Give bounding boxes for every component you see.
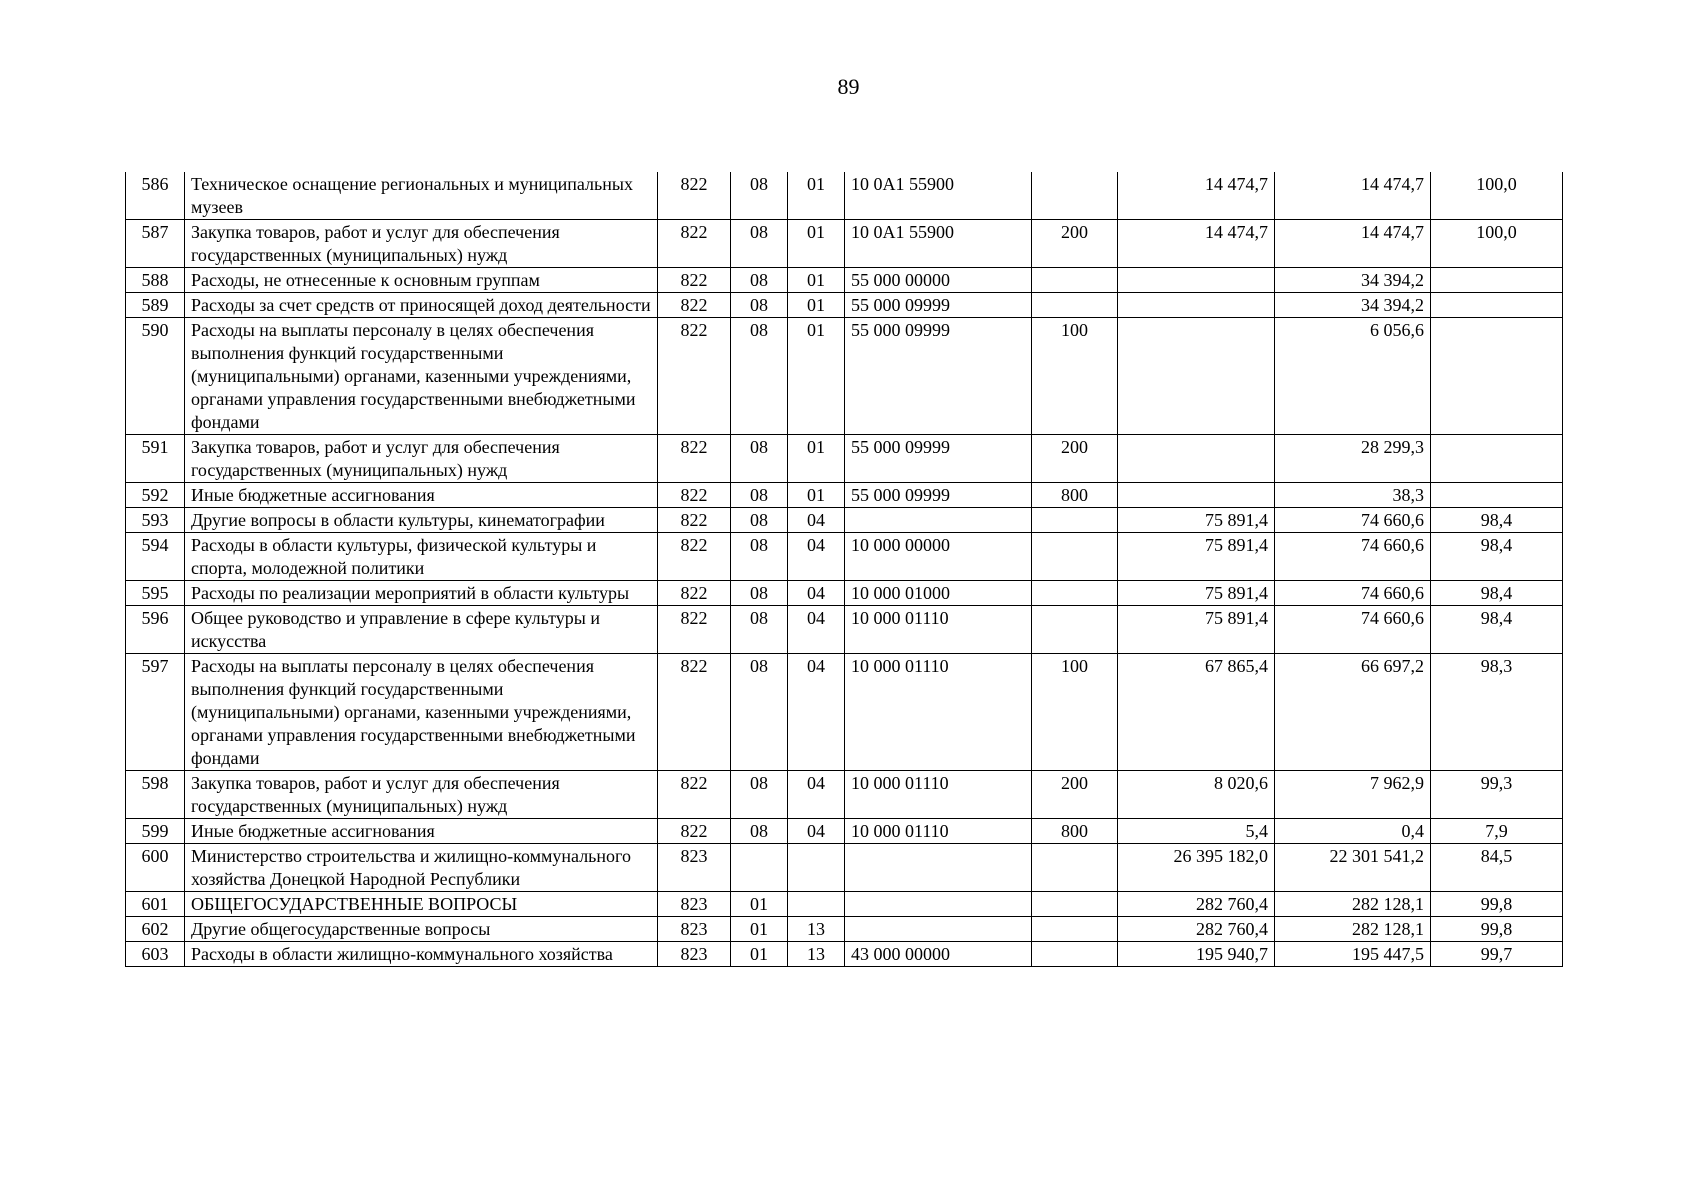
actual-amount-cell: 7 962,9 [1275,771,1431,819]
actual-amount-cell: 38,3 [1275,483,1431,508]
planned-amount-cell [1118,483,1275,508]
table-row [126,318,1563,435]
target-article-code-cell: 55 000 09999 [845,483,1032,508]
subsection-code-cell: 13 [788,917,845,942]
table-row [126,942,1563,967]
expense-name-cell: ОБЩЕГОСУДАРСТВЕННЫЕ ВОПРОСЫ [185,892,658,917]
table-row [126,435,1563,483]
table-row [126,293,1563,318]
target-article-code-cell: 55 000 00000 [845,268,1032,293]
department-code-cell: 822 [658,172,731,220]
planned-amount-cell [1118,293,1275,318]
section-code-cell [731,844,788,892]
department-code-cell: 823 [658,917,731,942]
target-article-code-cell: 10 0А1 55900 [845,172,1032,220]
execution-percent-cell: 99,7 [1431,942,1563,967]
actual-amount-cell: 28 299,3 [1275,435,1431,483]
row-number-cell: 599 [126,819,185,844]
planned-amount-cell: 75 891,4 [1118,606,1275,654]
execution-percent-cell: 98,4 [1431,606,1563,654]
expense-name-cell: Расходы в области жилищно-коммунального хозяйства [185,942,658,967]
expense-type-code-cell [1032,606,1118,654]
planned-amount-cell: 5,4 [1118,819,1275,844]
expense-type-code-cell [1032,917,1118,942]
table-row [126,771,1563,819]
actual-amount-cell: 34 394,2 [1275,268,1431,293]
table-row [126,917,1563,942]
subsection-code-cell [788,892,845,917]
actual-amount-cell: 195 447,5 [1275,942,1431,967]
target-article-code-cell [845,844,1032,892]
subsection-code-cell: 01 [788,268,845,293]
planned-amount-cell: 282 760,4 [1118,892,1275,917]
actual-amount-cell: 282 128,1 [1275,892,1431,917]
table-row [126,268,1563,293]
section-code-cell: 08 [731,533,788,581]
expense-type-code-cell [1032,942,1118,967]
subsection-code-cell: 01 [788,293,845,318]
expense-name-cell: Другие общегосударственные вопросы [185,917,658,942]
expense-type-code-cell: 800 [1032,483,1118,508]
row-number-cell: 586 [126,172,185,220]
subsection-code-cell: 01 [788,435,845,483]
section-code-cell: 08 [731,318,788,435]
section-code-cell: 08 [731,508,788,533]
row-number-cell: 590 [126,318,185,435]
expense-type-code-cell: 200 [1032,220,1118,268]
row-number-cell: 603 [126,942,185,967]
actual-amount-cell: 0,4 [1275,819,1431,844]
expense-name-cell: Закупка товаров, работ и услуг для обеспечения государственных (муниципальных) нужд [185,220,658,268]
actual-amount-cell: 74 660,6 [1275,581,1431,606]
expense-type-code-cell [1032,581,1118,606]
expense-type-code-cell [1032,533,1118,581]
subsection-code-cell [788,844,845,892]
department-code-cell: 822 [658,771,731,819]
expense-type-code-cell: 200 [1032,771,1118,819]
department-code-cell: 822 [658,581,731,606]
subsection-code-cell: 01 [788,318,845,435]
table-row [126,654,1563,771]
expense-type-code-cell [1032,268,1118,293]
actual-amount-cell: 282 128,1 [1275,917,1431,942]
expense-name-cell: Иные бюджетные ассигнования [185,483,658,508]
target-article-code-cell: 10 000 01110 [845,606,1032,654]
subsection-code-cell: 04 [788,508,845,533]
expense-name-cell: Расходы, не отнесенные к основным группам [185,268,658,293]
department-code-cell: 822 [658,533,731,581]
page-number: 89 [837,74,860,99]
table-row [126,483,1563,508]
row-number-cell: 587 [126,220,185,268]
expense-type-code-cell [1032,293,1118,318]
planned-amount-cell: 67 865,4 [1118,654,1275,771]
section-code-cell: 08 [731,220,788,268]
actual-amount-cell: 22 301 541,2 [1275,844,1431,892]
department-code-cell: 822 [658,268,731,293]
execution-percent-cell: 84,5 [1431,844,1563,892]
actual-amount-cell: 74 660,6 [1275,606,1431,654]
expense-name-cell: Расходы за счет средств от приносящей доход деятельности [185,293,658,318]
target-article-code-cell: 10 000 01110 [845,819,1032,844]
target-article-code-cell: 10 000 01110 [845,654,1032,771]
expense-type-code-cell [1032,172,1118,220]
target-article-code-cell: 43 000 00000 [845,942,1032,967]
department-code-cell: 823 [658,942,731,967]
planned-amount-cell: 14 474,7 [1118,172,1275,220]
execution-percent-cell: 99,8 [1431,892,1563,917]
section-code-cell: 08 [731,483,788,508]
planned-amount-cell: 195 940,7 [1118,942,1275,967]
execution-percent-cell: 99,3 [1431,771,1563,819]
table-row [126,606,1563,654]
execution-percent-cell: 7,9 [1431,819,1563,844]
execution-percent-cell: 98,4 [1431,508,1563,533]
section-code-cell: 08 [731,293,788,318]
table-row [126,844,1563,892]
actual-amount-cell: 14 474,7 [1275,220,1431,268]
section-code-cell: 08 [731,606,788,654]
section-code-cell: 08 [731,581,788,606]
expense-name-cell: Общее руководство и управление в сфере культуры и искусства [185,606,658,654]
expense-name-cell: Другие вопросы в области культуры, кинематографии [185,508,658,533]
expense-name-cell: Расходы на выплаты персоналу в целях обеспечения выполнения функций государственными (муниципальными) органами, казенными учреждениями, органами управления государственными внебюджетными фондами [185,654,658,771]
subsection-code-cell: 04 [788,533,845,581]
row-number-cell: 601 [126,892,185,917]
expense-type-code-cell: 800 [1032,819,1118,844]
section-code-cell: 08 [731,268,788,293]
expense-name-cell: Расходы по реализации мероприятий в области культуры [185,581,658,606]
section-code-cell: 08 [731,771,788,819]
subsection-code-cell: 04 [788,581,845,606]
planned-amount-cell: 75 891,4 [1118,581,1275,606]
actual-amount-cell: 14 474,7 [1275,172,1431,220]
expense-type-code-cell: 200 [1032,435,1118,483]
target-article-code-cell [845,892,1032,917]
row-number-cell: 602 [126,917,185,942]
table-row [126,533,1563,581]
section-code-cell: 08 [731,819,788,844]
expense-name-cell: Расходы на выплаты персоналу в целях обеспечения выполнения функций государственными (муниципальными) органами, казенными учреждениями, органами управления государственными внебюджетными фондами [185,318,658,435]
execution-percent-cell [1431,293,1563,318]
expense-name-cell: Иные бюджетные ассигнования [185,819,658,844]
department-code-cell: 822 [658,654,731,771]
execution-percent-cell: 98,3 [1431,654,1563,771]
department-code-cell: 822 [658,220,731,268]
target-article-code-cell: 55 000 09999 [845,435,1032,483]
execution-percent-cell: 98,4 [1431,581,1563,606]
execution-percent-cell [1431,483,1563,508]
table-body [126,172,1563,967]
section-code-cell: 01 [731,917,788,942]
planned-amount-cell [1118,435,1275,483]
target-article-code-cell: 10 000 01110 [845,771,1032,819]
actual-amount-cell: 34 394,2 [1275,293,1431,318]
table-row [126,819,1563,844]
row-number-cell: 597 [126,654,185,771]
expense-name-cell: Техническое оснащение региональных и муниципальных музеев [185,172,658,220]
planned-amount-cell: 75 891,4 [1118,533,1275,581]
row-number-cell: 595 [126,581,185,606]
subsection-code-cell: 01 [788,172,845,220]
department-code-cell: 822 [658,819,731,844]
department-code-cell: 822 [658,483,731,508]
subsection-code-cell: 01 [788,483,845,508]
actual-amount-cell: 74 660,6 [1275,533,1431,581]
department-code-cell: 822 [658,606,731,654]
row-number-cell: 588 [126,268,185,293]
section-code-cell: 08 [731,435,788,483]
subsection-code-cell: 04 [788,771,845,819]
table-row [126,220,1563,268]
target-article-code-cell [845,917,1032,942]
table-row [126,508,1563,533]
actual-amount-cell: 66 697,2 [1275,654,1431,771]
target-article-code-cell: 10 000 01000 [845,581,1032,606]
execution-percent-cell: 100,0 [1431,172,1563,220]
subsection-code-cell: 04 [788,606,845,654]
department-code-cell: 823 [658,892,731,917]
row-number-cell: 589 [126,293,185,318]
expense-type-code-cell: 100 [1032,318,1118,435]
department-code-cell: 822 [658,318,731,435]
target-article-code-cell: 55 000 09999 [845,293,1032,318]
planned-amount-cell: 75 891,4 [1118,508,1275,533]
row-number-cell: 596 [126,606,185,654]
table-row [126,581,1563,606]
table-row [126,892,1563,917]
expense-type-code-cell: 100 [1032,654,1118,771]
execution-percent-cell [1431,435,1563,483]
subsection-code-cell: 13 [788,942,845,967]
subsection-code-cell: 01 [788,220,845,268]
section-code-cell: 01 [731,942,788,967]
execution-percent-cell [1431,268,1563,293]
department-code-cell: 822 [658,435,731,483]
section-code-cell: 08 [731,654,788,771]
row-number-cell: 598 [126,771,185,819]
planned-amount-cell [1118,268,1275,293]
section-code-cell: 08 [731,172,788,220]
target-article-code-cell: 10 0А1 55900 [845,220,1032,268]
planned-amount-cell: 14 474,7 [1118,220,1275,268]
execution-percent-cell [1431,318,1563,435]
row-number-cell: 600 [126,844,185,892]
target-article-code-cell [845,508,1032,533]
expense-type-code-cell [1032,892,1118,917]
planned-amount-cell: 8 020,6 [1118,771,1275,819]
row-number-cell: 594 [126,533,185,581]
execution-percent-cell: 98,4 [1431,533,1563,581]
subsection-code-cell: 04 [788,654,845,771]
planned-amount-cell: 26 395 182,0 [1118,844,1275,892]
budget-table [125,172,1563,967]
actual-amount-cell: 6 056,6 [1275,318,1431,435]
expense-name-cell: Расходы в области культуры, физической культуры и спорта, молодежной политики [185,533,658,581]
table-row [126,172,1563,220]
execution-percent-cell: 99,8 [1431,917,1563,942]
department-code-cell: 823 [658,844,731,892]
expense-name-cell: Министерство строительства и жилищно-коммунального хозяйства Донецкой Народной Республики [185,844,658,892]
row-number-cell: 593 [126,508,185,533]
expense-type-code-cell [1032,844,1118,892]
expense-name-cell: Закупка товаров, работ и услуг для обеспечения государственных (муниципальных) нужд [185,771,658,819]
expense-type-code-cell [1032,508,1118,533]
target-article-code-cell: 10 000 00000 [845,533,1032,581]
department-code-cell: 822 [658,508,731,533]
actual-amount-cell: 74 660,6 [1275,508,1431,533]
expense-name-cell: Закупка товаров, работ и услуг для обеспечения государственных (муниципальных) нужд [185,435,658,483]
execution-percent-cell: 100,0 [1431,220,1563,268]
department-code-cell: 822 [658,293,731,318]
planned-amount-cell [1118,318,1275,435]
subsection-code-cell: 04 [788,819,845,844]
row-number-cell: 591 [126,435,185,483]
section-code-cell: 01 [731,892,788,917]
planned-amount-cell: 282 760,4 [1118,917,1275,942]
row-number-cell: 592 [126,483,185,508]
target-article-code-cell: 55 000 09999 [845,318,1032,435]
